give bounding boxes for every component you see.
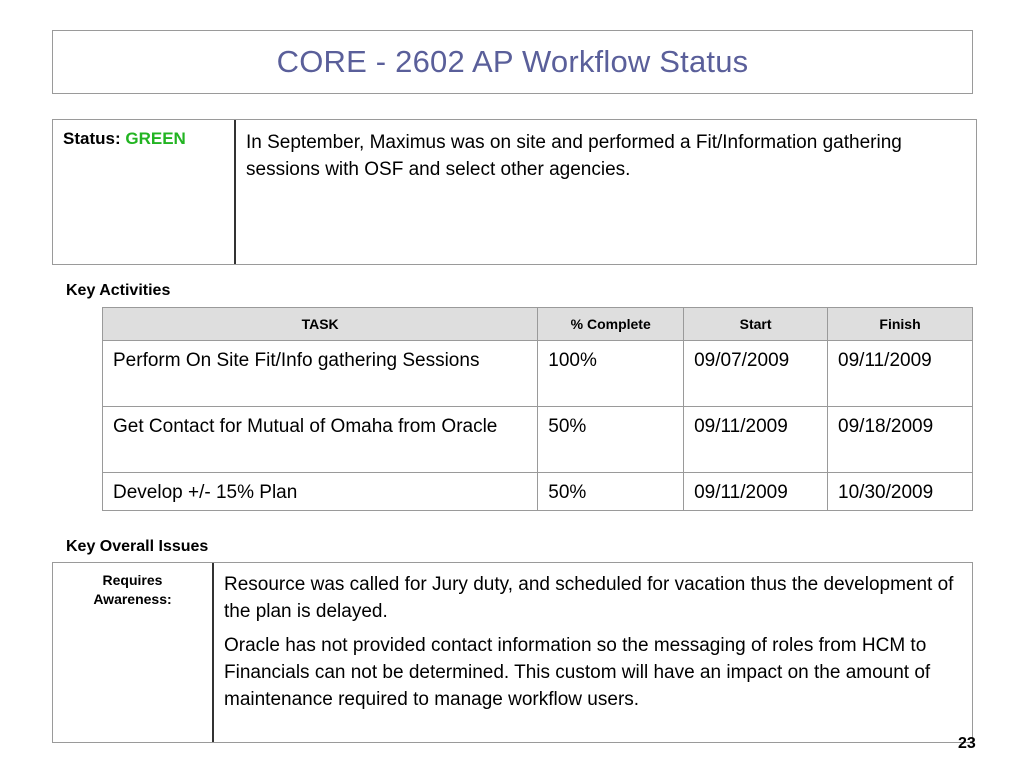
table-header-row — [103, 308, 973, 341]
table-row — [103, 473, 973, 511]
table-row — [103, 407, 973, 473]
key-activities-table — [102, 307, 973, 511]
finish-cell: 09/18/2009 — [828, 407, 973, 473]
column-header-complete: % Complete — [538, 308, 684, 341]
column-header-start: Start — [684, 308, 828, 341]
status-value: GREEN — [125, 129, 186, 148]
complete-cell: 50% — [538, 407, 684, 473]
start-cell: 09/11/2009 — [684, 407, 828, 473]
complete-cell: 100% — [538, 341, 684, 407]
start-cell: 09/07/2009 — [684, 341, 828, 407]
status-label: Status: — [63, 129, 121, 148]
key-activities-heading: Key Activities — [66, 282, 171, 299]
status-description: In September, Maximus was on site and performed a Fit/Information gathering sessions with OSF and select other agencies. — [246, 132, 902, 180]
issue-paragraph: Oracle has not provided contact information so the messaging of roles from HCM to Financials can not be determined. This custom will have an impact on the amount of maintenance required to manage workflow users. — [224, 635, 931, 710]
key-issues-heading: Key Overall Issues — [66, 538, 209, 555]
task-cell: Develop +/- 15% Plan — [103, 473, 538, 511]
key-issues-panel — [52, 562, 973, 743]
issues-text — [214, 563, 972, 742]
label-line: Awareness: — [93, 591, 172, 607]
issue-paragraph: Resource was called for Jury duty, and scheduled for vacation thus the development of the plan is delayed. — [224, 574, 954, 622]
complete-cell: 50% — [538, 473, 684, 511]
title-box — [52, 30, 973, 94]
status-cell — [53, 120, 236, 264]
finish-cell: 10/30/2009 — [828, 473, 973, 511]
task-cell: Get Contact for Mutual of Omaha from Oracle — [103, 407, 538, 473]
page-number: 23 — [958, 735, 976, 752]
task-cell: Perform On Site Fit/Info gathering Sessions — [103, 341, 538, 407]
column-header-task: TASK — [103, 308, 538, 341]
finish-cell: 09/11/2009 — [828, 341, 973, 407]
table-row — [103, 341, 973, 407]
label-line: Requires — [102, 572, 163, 588]
start-cell: 09/11/2009 — [684, 473, 828, 511]
status-panel — [52, 119, 977, 265]
column-header-finish: Finish — [828, 308, 973, 341]
requires-awareness-label — [53, 563, 214, 742]
slide-title: CORE - 2602 AP Workflow Status — [276, 44, 749, 79]
